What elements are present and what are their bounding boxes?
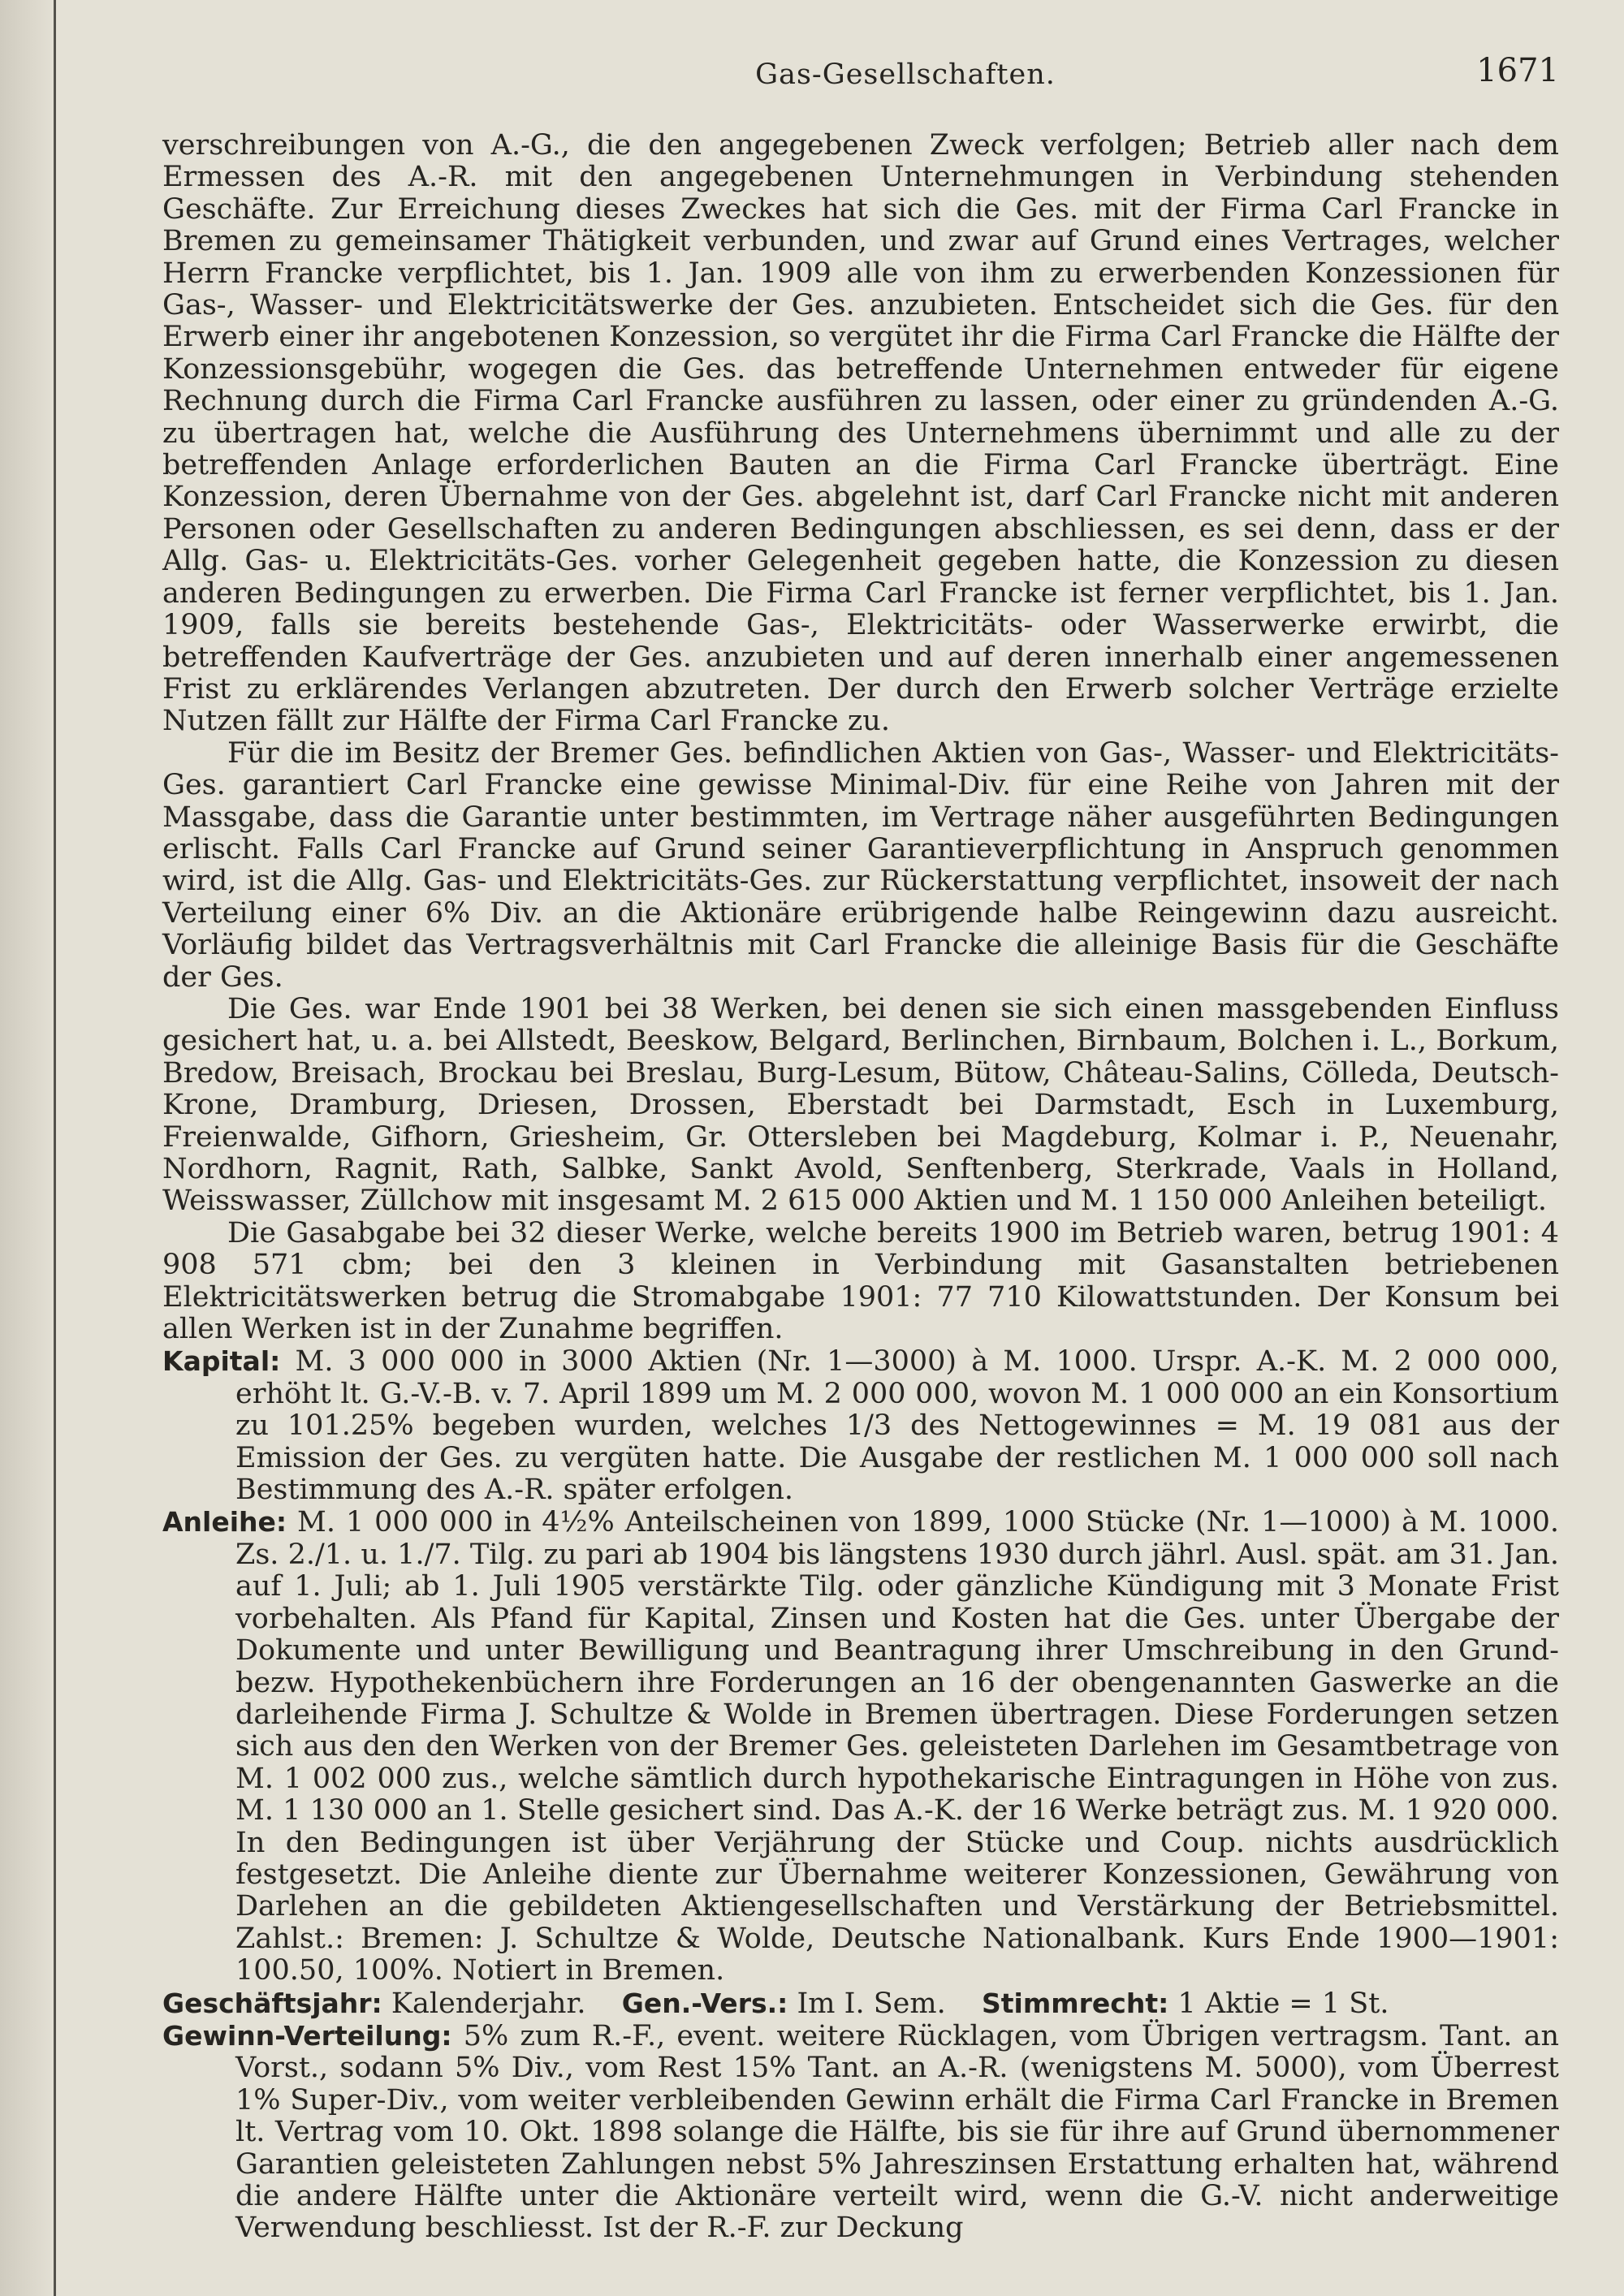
paragraph-garantie: Für die im Besitz der Bremer Ges. befindlichen Aktien von Gas-, Wasser- und Elektricitäts-Ges. garantiert Carl Francke eine gewisse Minimal-Div. für eine Reihe von Jahren mit der Massgabe, dass die Garantie unter bestimmten, im Vertrage näher ausgeführten Bedingungen erlischt. Falls Carl Francke auf Grund seiner Garantieverpflichtung in Anspruch genommen wird, ist die Allg. Gas- und Elektricitäts-Ges. zur Rückerstattung verpflichtet, insoweit der nach Verteilung einer 6% Div. an die Aktionäre erübrigende halbe Reingewinn dazu ausreicht. Vorläufig bildet das Vertragsverhältnis mit Carl Francke die alleinige Basis für die Geschäfte der Ges. [162,736,1559,994]
kapital-label: Kapital: [162,1345,281,1378]
genvers-text: Im I. Sem. [797,1987,946,2020]
gutter-edge-line [54,0,56,2296]
entry-kapital [162,1345,1559,1506]
gewinn-text: 5% zum R.-F., event. weitere Rücklagen, vom Übrigen vertragsm. Tant. an Vorst., sodann 5% Div., vom Rest 15% Tant. an A.-R. (wenigstens M. 5000), vom Überrest 1% Super-Div., vom weiter verbleibenden Gewinn erhält die Firma Carl Francke in Bremen lt. Vertrag vom 10. Okt. 1898 solange die Hälfte, bis sie für ihre auf Grund übernommener Garantien geleisteten Zahlungen nebst 5% Jahreszinsen Erstattung erhalten hat, während die andere Hälfte unter die Aktionäre verteilt wird, wenn die G.-V. nicht anderweitige Verwendung beschliesst. Ist der R.-F. zur Deckung [235,2019,1559,2245]
anleihe-label: Anleihe: [162,1506,287,1539]
paragraph-intro-continued: verschreibungen von A.-G., die den angegebenen Zweck verfolgen; Betrieb aller nach dem Ermessen des A.-R. mit den angegebenen Unternehmungen in Verbindung stehenden Geschäfte. Zur Erreichung dieses Zweckes hat sich die Ges. mit der Firma Carl Francke in Bremen zu gemeinsamer Thätigkeit verbunden, und zwar auf Grund eines Vertrages, welcher Herrn Francke verpflichtet, bis 1. Jan. 1909 alle von ihm zu erwerbenden Konzessionen für Gas-, Wasser- und Elektricitätswerke der Ges. anzubieten. Entscheidet sich die Ges. für den Erwerb einer ihr angebotenen Konzession, so vergütet ihr die Firma Carl Francke die Hälfte der Konzessionsgebühr, wogegen die Ges. das betreffende Unternehmen entweder für eigene Rechnung durch die Firma Carl Francke ausführen zu lassen, oder einer zu gründenden A.-G. zu übertragen hat, welche die Ausführung des Unternehmens übernimmt und alle zu der betreffenden Anlage erforderlichen Bauten an die Firma Carl Francke überträgt. Eine Konzession, deren Übernahme von der Ges. abgelehnt ist, darf Carl Francke nicht mit anderen Personen oder Gesellschaften zu anderen Bedingungen abschliessen, es sei denn, dass er der Allg. Gas- u. Elektricitäts-Ges. vorher Gelegenheit gegeben hatte, die Konzession zu diesen anderen Bedingungen zu erwerben. Die Firma Carl Francke ist ferner verpflichtet, bis 1. Jan. 1909, falls sie bereits bestehende Gas-, Elektricitäts- oder Wasserwerke erwirbt, die betreffenden Kaufverträge der Ges. anzubieten und auf deren innerhalb einer angemessenen Frist zu erklärendes Verlangen abzutreten. Der durch den Erwerb solcher Verträge erzielte Nutzen fällt zur Hälfte der Firma Carl Francke zu. [162,129,1559,738]
paragraph-gasabgabe: Die Gasabgabe bei 32 dieser Werke, welche bereits 1900 im Betrieb waren, betrug 1901: 4 908 571 cbm; bei den 3 kleinen in Verbindung mit Gasanstalten betriebenen Elektricitätswerken betrug die Stromabgabe 1901: 77 710 Kilowattstunden. Der Konsum bei allen Werken ist in der Zunahme begriffen. [162,1216,1559,1346]
kapital-text: M. 3 000 000 in 3000 Aktien (Nr. 1—3000) à M. 1000. Urspr. A.-K. M. 2 000 000, erhöht lt. G.-V.-B. v. 7. April 1899 um M. 2 000 000, wovon M. 1 000 000 an ein Konsortium zu 101.25% begeben wurden, welches 1/3 des Nettogewinnes = M. 19 081 aus der Emission der Ges. zu vergüten hatte. Die Ausgabe der restlichen M. 1 000 000 soll nach Bestimmung des A.-R. später erfolgen. [235,1345,1559,1507]
gewinn-label: Gewinn-Verteilung: [162,2019,452,2052]
entry-geschaeftsjahr [162,1987,1559,2020]
page-header [252,50,1559,99]
running-title: Gas-Gesellschaften. [755,58,1056,91]
page-gutter [0,0,57,2296]
stimmrecht-text: 1 Aktie = 1 St. [1177,1987,1389,2020]
entry-anleihe [162,1506,1559,1987]
genvers-label: Gen.-Vers.: [621,1987,788,2019]
entry-gewinn-verteilung [162,2020,1559,2245]
geschaeftsjahr-text: Kalenderjahr. [391,1987,586,2020]
page-number: 1671 [1476,52,1559,89]
paragraph-werke: Die Ges. war Ende 1901 bei 38 Werken, bei denen sie sich einen massgebenden Einfluss gesichert hat, u. a. bei Allstedt, Beeskow, Belgard, Berlinchen, Birnbaum, Bolchen i. L., Borkum, Bredow, Breisach, Brockau bei Breslau, Burg-Lesum, Bütow, Château-Salins, Cölleda, Deutsch-Krone, Dramburg, Driesen, Drossen, Eberstadt bei Darmstadt, Esch in Luxemburg, Freienwalde, Gifhorn, Griesheim, Gr. Ottersleben bei Magdeburg, Kolmar i. P., Neuenahr, Nordhorn, Ragnit, Rath, Salbke, Sankt Avold, Senftenberg, Sterkrade, Vaals in Holland, Weisswasser, Züllchow mit insgesamt M. 2 615 000 Aktien und M. 1 150 000 Anleihen beteiligt. [162,992,1559,1218]
geschaeftsjahr-label: Geschäftsjahr: [162,1987,382,2019]
article-body [162,130,1559,2245]
stimmrecht-label: Stimmrecht: [982,1987,1169,2019]
anleihe-text: M. 1 000 000 in 4½% Anteilscheinen von 1899, 1000 Stücke (Nr. 1—1000) à M. 1000. Zs. 2./1. u. 1./7. Tilg. zu pari ab 1904 bis längstens 1930 durch jährl. Ausl. spät. am 31. Jan. auf 1. Juli; ab 1. Juli 1905 verstärkte Tilg. oder gänzliche Kündigung mit 3 Monate Frist vorbehalten. Als Pfand für Kapital, Zinsen und Kosten hat die Ges. unter Übergabe der Dokumente und unter Bewilligung und Beantragung ihrer Umschreibung in den Grund- bezw. Hypothekenbüchern ihre Forderungen an 16 der obengenannten Gaswerke an die darleihende Firma J. Schultze & Wolde in Bremen übertragen. Diese Forderungen setzen sich aus den den Werken von der Bremer Ges. geleisteten Darlehen im Gesamtbetrage von M. 1 002 000 zus., welche sämtlich durch hypothekarische Eintragungen in Höhe von zus. M. 1 130 000 an 1. Stelle gesichert sind. Das A.-K. der 16 Werke beträgt zus. M. 1 920 000. In den Bedingungen ist über Verjährung der Stücke und Coup. nichts ausdrücklich festgesetzt. Die Anleihe diente zur Übernahme weiterer Konzessionen, Gewährung von Darlehen an die gebildeten Aktiengesellschaften und Verstärkung der Betriebsmittel. Zahlst.: Bremen: J. Schultze & Wolde, Deutsche Nationalbank. Kurs Ende 1900—1901: 100.50, 100%. Notiert in Bremen. [235,1506,1559,1987]
